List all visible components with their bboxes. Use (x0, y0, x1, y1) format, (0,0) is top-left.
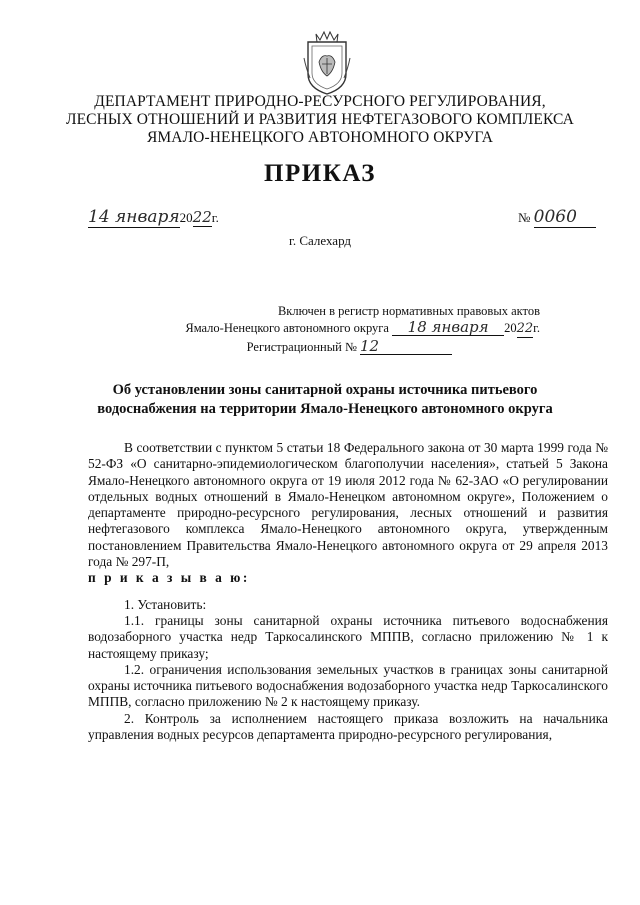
registry-handwritten-number: 12 (360, 338, 452, 355)
department-line-1: ДЕПАРТАМЕНТ ПРИРОДНО-РЕСУРСНОГО РЕГУЛИРОВАНИЯ, (94, 93, 546, 110)
registry-handwritten-year: 22 (516, 321, 534, 336)
preamble-paragraph: В соответствии с пунктом 5 статьи 18 Федерального закона от 30 марта 1999 года № 52-ФЗ «О санитарно-эпидемиологическом благополучии населения», статьей 5 Закона Ямало-Ненецкого автономного округа от 19 июля 2012 года № 62-ЗАО «О регулировании отдельных водных отношений в Ямало-Ненецком автономном округе», Положением о департаменте природно-ресурсного регулирования, лесных отношений и развития нефтегазового комплекса Ямало-Ненецкого автономного округа, утвержденным постановлением Правительства Ямало-Ненецкого автономного округа от 29 апреля 2013 года № 297-П, (88, 440, 608, 570)
department-line-2: ЛЕСНЫХ ОТНОШЕНИЙ И РАЗВИТИЯ НЕФТЕГАЗОВОГО КОМПЛЕКСА (66, 111, 574, 128)
handwritten-year: 22 (192, 208, 212, 226)
item-1-1: 1.1. границы зоны санитарной охраны источника питьевого водоснабжения водозаборного участка недр Таркосалинского МППВ, согласно приложению № 1 к настоящему приказу; (88, 612, 608, 661)
registry-line-1: Включен в регистр нормативных правовых актов (277, 304, 540, 318)
handwritten-number: 0060 (534, 207, 596, 228)
subject-line-2: водоснабжения на территории Ямало-Ненецкого автономного округа (97, 401, 553, 417)
department-line-3: ЯМАЛО-НЕНЕЦКОГО АВТОНОМНОГО ОКРУГА (146, 129, 494, 146)
registry-year-suffix: г. (533, 321, 540, 335)
registry-line-2 (150, 319, 540, 338)
order-subject (60, 381, 590, 419)
orders-word: п р и к а з ы в а ю: (88, 570, 250, 586)
item-2: 2. Контроль за исполнением настоящего приказа возложить на начальника управления водных ресурсов департамента природно-ресурсного регулирования, (88, 710, 608, 743)
item-1: 1. Установить: (124, 596, 207, 612)
registry-year-prefix: 20 (504, 321, 517, 335)
subject-line-1: Об установлении зоны санитарной охраны источника питьевого (112, 382, 538, 398)
order-title: ПРИКАЗ (264, 160, 376, 187)
registry-line-3 (150, 338, 540, 355)
department-name (0, 93, 640, 147)
city: г. Салехард (288, 233, 352, 248)
registry-stamp (150, 303, 540, 355)
year-prefix: 20 (179, 210, 193, 225)
coat-of-arms-emblem (302, 28, 352, 96)
number-sign: № (518, 210, 531, 225)
year-suffix: г. (211, 210, 219, 225)
item-1-2: 1.2. ограничения использования земельных участков в границах зоны санитарной охраны источника питьевого водоснабжения водозаборного участка недр Таркосалинского МППВ, согласно приложению № 2 к настоящему приказу. (88, 661, 608, 710)
registry-handwritten-date: 18 января (392, 319, 504, 336)
order-body (88, 440, 608, 743)
handwritten-date: 14 января (88, 207, 180, 227)
registry-number-label: Регистрационный № (246, 340, 357, 354)
registry-line-2-label: Ямало-Ненецкого автономного округа (185, 321, 389, 335)
order-date (88, 207, 219, 228)
order-number (518, 207, 596, 228)
